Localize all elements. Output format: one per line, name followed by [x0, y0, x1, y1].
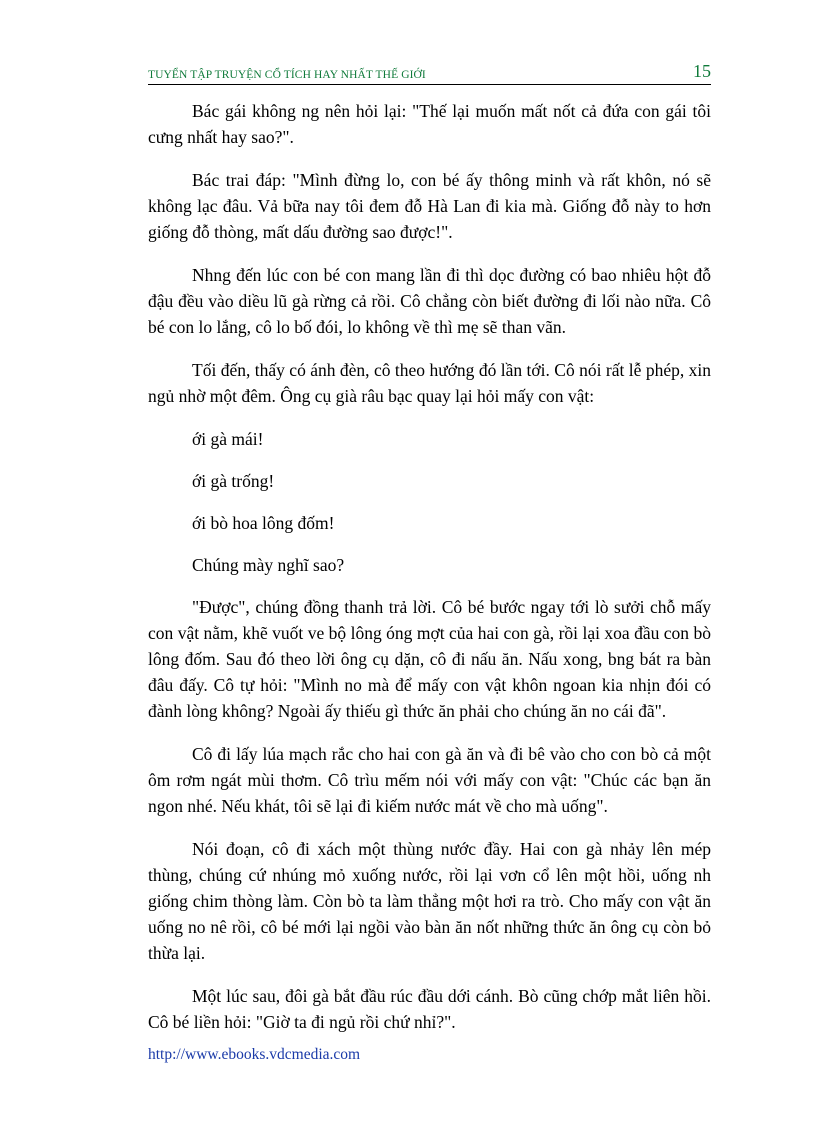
paragraph: Cô đi lấy lúa mạch rắc cho hai con gà ăn và đi bê vào cho con bò cả một ôm rơm ngát mùi thơm. Cô trìu mếm nói với mấy con vật: "Chúc các bạn ăn ngon nhé. Nếu khát, tôi sẽ lại đi kiếm nước mát về cho mà uống". — [148, 744, 711, 816]
book-title: TUYỂN TẬP TRUYỆN CỔ TÍCH HAY NHẤT THẾ GIỚI — [148, 69, 426, 81]
page-number: 15 — [693, 61, 711, 81]
dialog-line: ới gà mái! — [192, 429, 264, 449]
paragraph: Tối đến, thấy có ánh đèn, cô theo hướng đó lần tới. Cô nói rất lễ phép, xin ngủ nhờ một đêm. Ông cụ già râu bạc quay lại hỏi mấy con vật: — [148, 360, 711, 406]
footer-link[interactable]: http://www.ebooks.vdcmedia.com — [148, 1046, 361, 1063]
paragraph: Bác trai đáp: "Mình đừng lo, con bé ấy thông minh và rất khôn, nó sẽ không lạc đâu. Vả bữa nay tôi đem đỗ Hà Lan đi kia mà. Giống đỗ này to hơn giống đỗ thòng, mất dấu đường sao được!". — [148, 170, 711, 242]
paragraph: Một lúc sau, đôi gà bắt đầu rúc đầu dới cánh. Bò cũng chớp mắt liên hồi. Cô bé liền hỏi: "Giờ ta đi ngủ rồi chứ nhỉ?". — [148, 986, 711, 1032]
dialog-line: ới bò hoa lông đốm! — [192, 513, 335, 533]
paragraph: Nhng đến lúc con bé con mang lần đi thì dọc đường có bao nhiêu hột đỗ đậu đều vào diều lũ gà rừng cả rồi. Cô chẳng còn biết đường đi lối nào nữa. Cô bé con lo lắng, cô lo bố đói, lo không về thì mẹ sẽ than vãn. — [148, 265, 711, 337]
dialog-line: ới gà trống! — [192, 471, 275, 491]
paragraph: Nói đoạn, cô đi xách một thùng nước đầy. Hai con gà nhảy lên mép thùng, chúng cứ nhúng mỏ xuống nước, rồi lại vơn cổ lên một hồi, uống nh giống chim thòng làm. Còn bò ta làm thẳng một hơi ra trò. Cho mấy con vật ăn uống no nê rồi, cô bé mới lại ngồi vào bàn ăn nốt những thức ăn ông cụ còn bỏ thừa lại. — [148, 839, 711, 963]
page-body — [148, 98, 711, 1052]
paragraph: "Được", chúng đồng thanh trả lời. Cô bé bước ngay tới lò sưởi chỗ mấy con vật nằm, khẽ vuốt ve bộ lông óng mợt của hai con gà, rồi lại xoa đầu con bò lông đốm. Sau đó theo lời ông cụ dặn, cô đi nấu ăn. Nấu xong, bng bát ra bàn đâu đấy. Cô tự hỏi: "Mình no mà để mấy con vật khôn ngoan kia nhịn đói có đành lòng không? Ngoài ấy thiếu gì thức ăn phải cho chúng ăn no cái đã". — [148, 597, 711, 721]
paragraph: Bác gái không ng nên hỏi lại: "Thế lại muốn mất nốt cả đứa con gái tôi cưng nhất hay sao?". — [148, 101, 711, 147]
dialog-line: Chúng mày nghĩ sao? — [192, 555, 345, 575]
page-header — [148, 60, 711, 85]
